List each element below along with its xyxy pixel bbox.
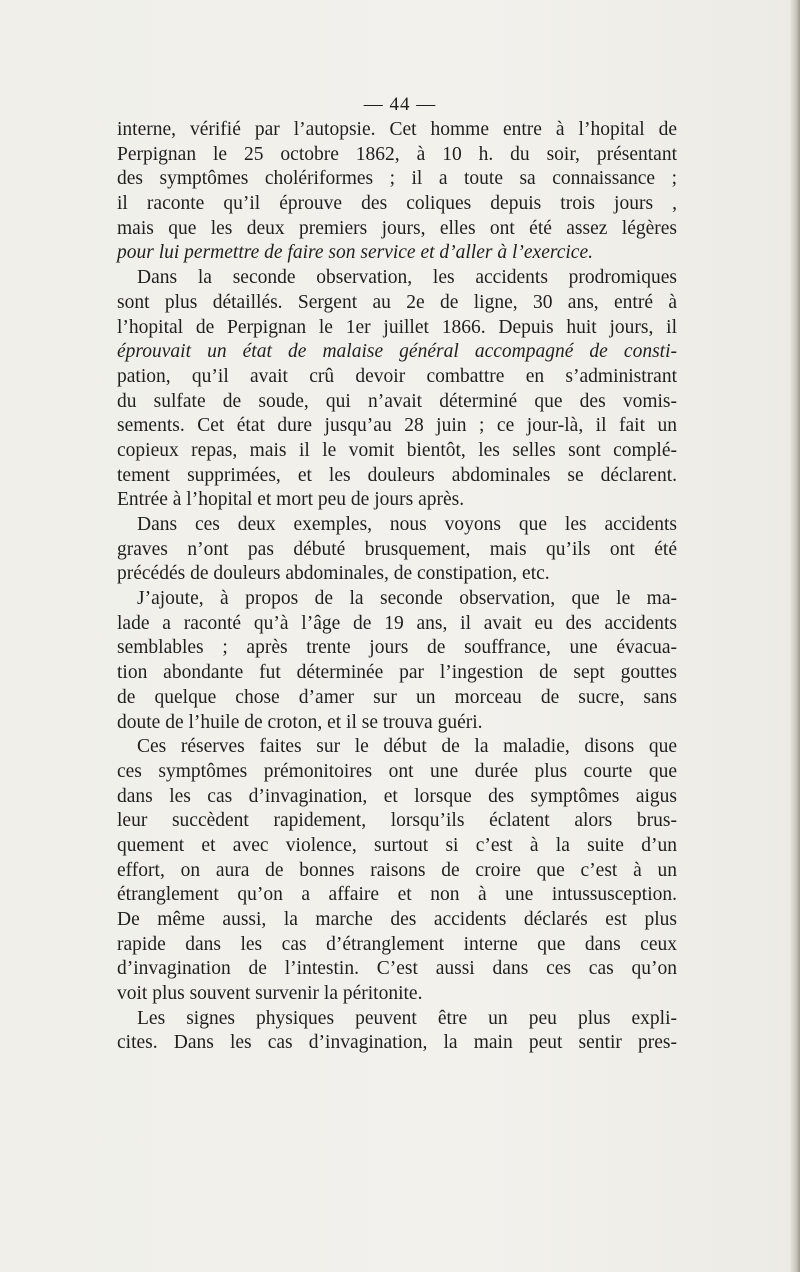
text-line: Ces réserves faites sur le début de la maladie, disons que	[137, 736, 677, 758]
text-line: copieux repas, mais il le vomit bientôt, les selles sont complé-	[117, 439, 677, 461]
text-line: étranglement qu’on a affaire et non à une intussusception.	[117, 884, 677, 906]
text-line: tement supprimées, et les douleurs abdominales se déclarent.	[117, 464, 677, 486]
text-line: sont plus détaillés. Sergent au 2e de ligne, 30 ans, entré à	[117, 291, 677, 313]
text-line: doute de l’huile de croton, et il se trouva guéri.	[117, 711, 483, 733]
text-line: précédés de douleurs abdominales, de constipation, etc.	[117, 563, 550, 585]
text-line: graves n’ont pas débuté brusquement, mais qu’ils ont été	[117, 538, 677, 560]
text-line: quement et avec violence, surtout si c’est à la suite d’un	[117, 834, 677, 856]
text-line: des symptômes cholériformes ; il a toute sa connaissance ;	[117, 168, 677, 190]
text-line: voit plus souvent survenir la péritonite.	[117, 983, 423, 1005]
text-line: pation, qu’il avait crû devoir combattre en s’administrant	[117, 365, 677, 387]
body-text	[117, 118, 677, 1056]
page-binding-edge	[790, 0, 800, 1272]
text-line: éprouvait un état de malaise général accompagné de consti-	[117, 341, 677, 363]
text-line: du sulfate de soude, qui n’avait déterminé que des vomis-	[117, 390, 677, 412]
text-line: interne, vérifié par l’autopsie. Cet homme entre à l’hopital de	[117, 119, 677, 140]
text-line: sements. Cet état dure jusqu’au 28 juin ; ce jour-là, il fait un	[117, 415, 677, 437]
page-number: — 44 —	[363, 94, 437, 115]
text-line: Les signes physiques peuvent être un peu plus expli-	[137, 1007, 677, 1029]
text-line: ces symptômes prémonitoires ont une durée plus courte que	[117, 760, 677, 782]
text-line: cites. Dans les cas d’invagination, la main peut sentir pres-	[117, 1032, 677, 1054]
text-line: De même aussi, la marche des accidents déclarés est plus	[117, 909, 677, 930]
text-line: J’ajoute, à propos de la seconde observation, que le ma-	[137, 588, 677, 610]
text-line: Dans ces deux exemples, nous voyons que les accidents	[137, 514, 677, 535]
text-line: Entrée à l’hopital et mort peu de jours après.	[117, 489, 465, 511]
text-line: il raconte qu’il éprouve des coliques depuis trois jours ,	[117, 193, 677, 215]
text-line: lade a raconté qu’à l’âge de 19 ans, il avait eu des accidents	[117, 612, 677, 634]
text-line: rapide dans les cas d’étranglement interne que dans ceux	[117, 933, 677, 955]
text-line: dans les cas d’invagination, et lorsque des symptômes aigus	[117, 785, 677, 807]
text-line: Perpignan le 25 octobre 1862, à 10 h. du soir, présentant	[117, 143, 677, 165]
text-line: effort, on aura de bonnes raisons de croire que c’est à un	[117, 859, 677, 881]
text-line: l’hopital de Perpignan le 1er juillet 1866. Depuis huit jours, il	[117, 316, 677, 338]
text-line: de quelque chose d’amer sur un morceau de sucre, sans	[117, 686, 677, 708]
text-line: mais que les deux premiers jours, elles ont été assez légères	[117, 217, 677, 239]
text-line: d’invagination de l’intestin. C’est aussi dans ces cas qu’on	[117, 958, 677, 980]
text-line: tion abondante fut déterminée par l’ingestion de sept gouttes	[117, 662, 677, 684]
text-line: leur succèdent rapidement, lorsqu’ils éclatent alors brus-	[117, 810, 677, 832]
text-line: Dans la seconde observation, les accidents prodromiques	[137, 267, 677, 289]
text-line: semblables ; après trente jours de souffrance, une évacua-	[117, 637, 677, 659]
text-line: pour lui permettre de faire son service et d’aller à l’exercice.	[117, 242, 593, 264]
